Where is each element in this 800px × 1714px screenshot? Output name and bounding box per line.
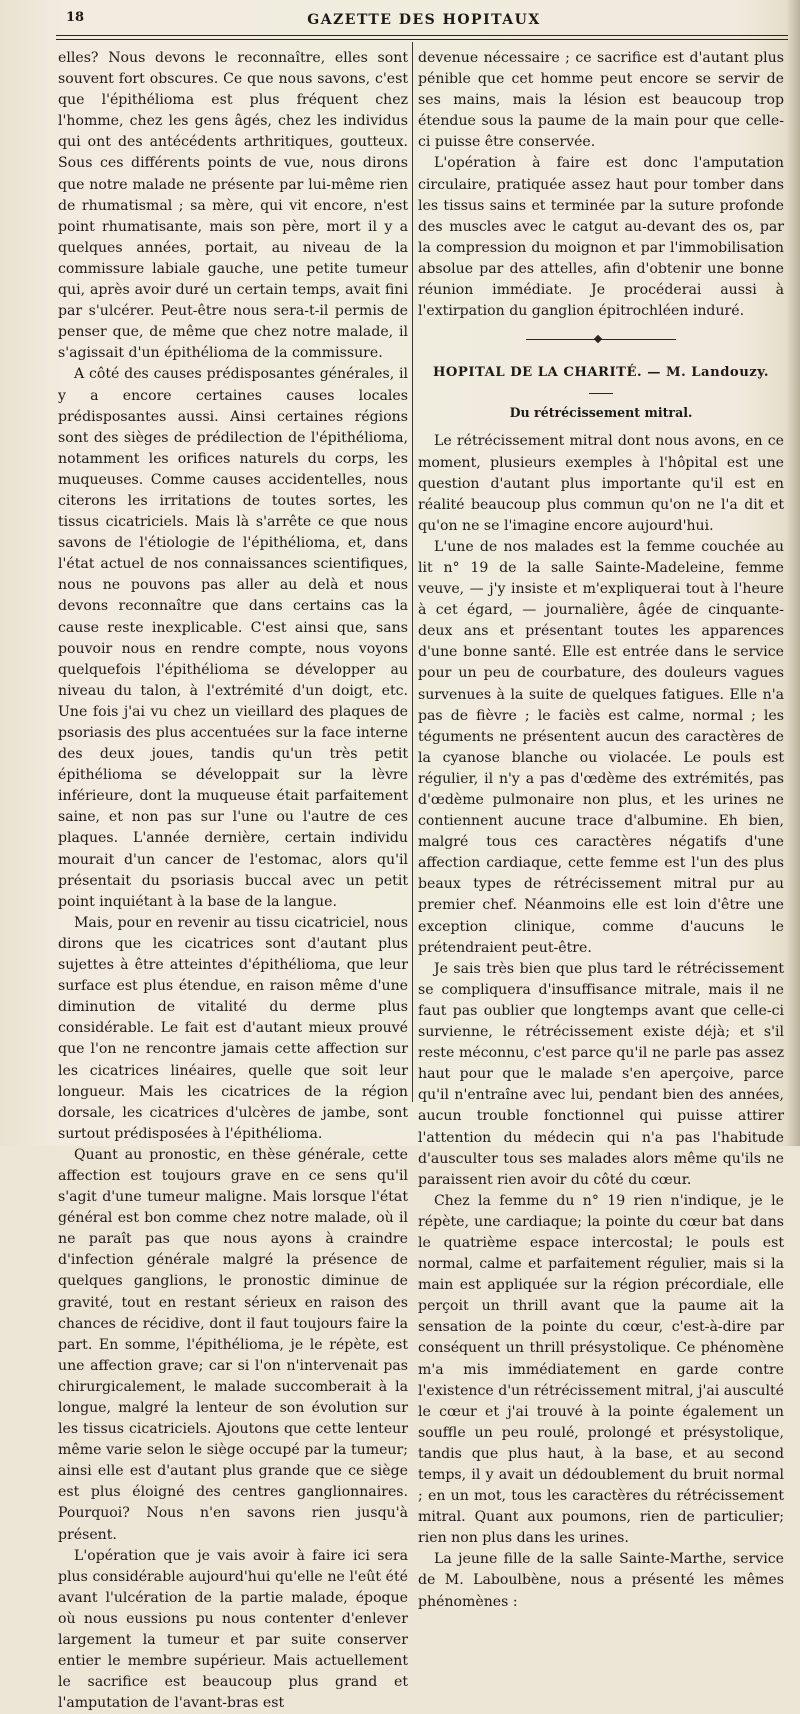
paragraph: La jeune fille de la salle Sainte-Marthe, service de M. Laboulbène, nous a présenté les mêmes phénomènes : [418, 1551, 784, 1610]
left-column [58, 48, 408, 1714]
separator-diamond-icon [594, 335, 602, 343]
right-column [418, 48, 784, 1613]
paragraph: L'opération à faire est donc l'amputation circulaire, pratiquée assez haut pour tomber dans les tissus sains et terminée par la suture profonde des muscles avec le catgut au-devant des os, par la compression du moignon et par l'immobilisation absolue par des attelles, afin d'obtenir une bonne réunion immédiate. Je procéderai aussi à l'extirpation du ganglion épitrochléen induré. [418, 155, 784, 320]
paragraph: Le rétrécissement mitral dont nous avons, en ce moment, plusieurs exemples à l'hôpital est une question d'autant plus importante qu'il est en réalité beaucoup plus commun qu'on ne l'a dit et qu'on ne se l'imagine encore aujourd'hui. [418, 433, 784, 534]
paragraph: Mais, pour en revenir au tissu cicatriciel, nous dirons que les cicatrices sont d'autant plus sujettes à être atteintes d'épithélioma, que leur surface est plus étendue, en raison même d'une diminution de vitalité du derme plus considérable. Le fait est d'autant mieux prouvé que l'on ne rencontre jamais cette affection sur les cicatrices linéaires, quelle que soit leur longueur. Mais les cicatrices de la région dorsale, les cicatrices d'ulcères de jambe, sont surtout prédisposées à l'épithélioma. [58, 914, 408, 1142]
heading-rule [589, 393, 613, 394]
paragraph: A côté des causes prédisposantes générales, il y a encore certaines causes locales prédisposantes aussi. Ainsi certaines régions sont des sièges de prédilection de l'épithélioma, notamment les orifices naturels du corps, les muqueuses. Comme causes accidentelles, nous citerons les irritations de toutes sortes, les tissus cicatriciels. Mais là s'arrête ce que nous savons de l'étiologie de l'épithélioma, et, dans l'état actuel de nos connaissances scientifiques, nous ne pouvons pas aller au delà et nous devons reconnaître que dans certains cas la cause reste inexplicable. C'est ainsi que, sans pouvoir nous en rendre compte, nous voyons quelquefois l'épithélioma se développer au niveau du talon, à l'extrémité d'un doigt, etc. Une fois j'ai vu chez un vieillard des plaques de psoriasis des plus accentuées sur la face interne des deux joues, tandis qu'un très petit épithélioma se développait sur la lèvre inférieure, dont la muqueuse était parfaitement saine, et non pas sur l'une ou l'autre de ces plaques. L'année dernière, certain individu mourait d'un cancer de l'estomac, alors qu'il présentait du psoriasis buccal avec un petit point inquiétant à la base de la langue. [58, 366, 408, 910]
article-title: Du rétrécissement mitral. [509, 405, 693, 421]
header-rule-thin [56, 39, 788, 40]
paragraph: L'une de nos malades est la femme couchée au lit n° 19 de la salle Sainte-Madeleine, femme veuve, — j'y insiste et m'expliquerai tout à l'heure à cet égard, — journalière, âgée de cinquante-deux ans et présentant toutes les apparences d'une bonne santé. Elle est entrée dans le service pour un peu de courbature, des douleurs vagues survenues à la suite de quelques fatigues. Elle n'a pas de fièvre ; le faciès est calme, normal ; les téguments ne présentent aucun des caractères de la cyanose blanche ou violacée. Le pouls est régulier, il n'y a pas d'œdème des extrémités, pas d'œdème pulmonaire non plus, et les urines ne contiennent aucune trace d'albumine. Eh bien, malgré tous ces caractères négatifs d'une affection cardiaque, cette femme est l'un des plus beaux types de rétrécissement mitral pur au premier chef. Néanmoins elle est loin d'être une exception clinique, comme d'aucuns le prétendraient peut-être. [418, 538, 784, 956]
paragraph: L'opération que je vais avoir à faire ici sera plus considérable aujourd'hui qu'elle ne l'eût été avant l'ulcération de la partie malade, époque où nous eussions pu nous contenter d'enlever largement la tumeur et par suite conserver entier le membre supérieur. Mais actuellement le sacrifice est beaucoup plus grand et l'amputation de l'avant-bras est [58, 1547, 408, 1712]
paragraph: Je sais très bien que plus tard le rétrécissement se compliquera d'insuffisance mitrale, mais il ne faut pas oublier que longtemps avant que celle-ci survienne, le rétrécissement existe déjà; et s'il reste méconnu, c'est parce qu'il ne parle pas assez haut pour que le malade s'en aperçoive, parce qu'il n'entraîne avec lui, pendant bien des années, aucun trouble fonctionnel qui puisse attirer l'attention du médecin qui n'a pas l'habitude d'ausculter tous ses malades alors même qu'ils ne paraissent rien avoir du côté du cœur. [418, 960, 784, 1188]
paragraph: Chez la femme du n° 19 rien n'indique, je le répète, une cardiaque; la pointe du cœur bat dans le quatrième espace intercostal; le pouls est normal, calme et parfaitement régulier, mais si la main est appliquée sur la région précordiale, elle perçoit un thrill avant que la paume ait la sensation de la pointe du cœur, c'est-à-dire par conséquent un thrill présystolique. Ce phénomène m'a mis immédiatement en garde contre l'existence d'un rétrécissement mitral, j'ai ausculté le cœur et j'ai trouvé à la pointe également un souffle un peu roulé, prolongé et présystolique, tandis que plus haut, à la base, et au second temps, il y avait un dédoublement du bruit normal ; en un mot, tous les caractères du rétrécissement mitral. Quant aux poumons, rien de particulier; rien non plus dans les urines. [418, 1192, 784, 1547]
header-rule [56, 35, 788, 36]
paragraph: elles? Nous devons le reconnaître, elles sont souvent fort obscures. Ce que nous savons, c'est que l'épithélioma est plus fréquent chez l'homme, chez les gens âgés, chez les individus qui ont des antécédents arthritiques, goutteux. Sous ces différents points de vue, nous dirons que notre malade ne présente par lui-même rien de rhumatismal ; sa mère, qui vit encore, n'est point rhumatisante, mais son père, mort il y a quelques années, portait, au niveau de la commissure labiale gauche, une petite tumeur qui, après avoir duré un certain temps, avait fini par s'ulcérer. Peut-être nous sera-t-il permis de penser que, de même que chez notre malade, il s'agissait d'un épithélioma de la commissure. [58, 50, 408, 362]
paragraph: Quant au pronostic, en thèse générale, cette affection est toujours grave en ce sens qu'il s'agit d'une tumeur maligne. Mais lorsque l'état général est bon comme chez notre malade, où il ne paraît pas que nous ayons à craindre d'infection générale malgré la présence de quelques ganglions, le pronostic diminue de gravité, tout en restant sérieux en raison des chances de récidive, dont il faut toujours faire la part. En somme, l'épithélioma, je le répète, est une affection grave; car si l'on n'intervenait pas chirurgicalement, le malade succomberait à la longue, malgré la lenteur de son évolution sur les tissus cicatriciels. Ajoutons que cette lenteur même varie selon le siège occupé par la tumeur; ainsi elle est d'autant plus grande que ce siège est plus éloigné des centres ganglionnaires. Pourquoi? Nous n'en savons rien jusqu'à présent. [58, 1146, 408, 1543]
page-number: 18 [66, 10, 85, 25]
column-divider [412, 42, 413, 1102]
section-separator [418, 336, 784, 344]
page-binding-shadow [786, 0, 800, 1146]
journal-title: GAZETTE DES HOPITAUX [307, 12, 541, 28]
page-header [60, 8, 788, 34]
paragraph: devenue nécessaire ; ce sacrifice est d'autant plus pénible que cet homme peut encore se servir de ses mains, mais la lésion est beaucoup trop étendue sous la paume de la main pour que celle-ci puisse être conservée. [418, 50, 784, 151]
section-heading: HOPITAL DE LA CHARITÉ. — M. Landouzy. [432, 365, 770, 381]
